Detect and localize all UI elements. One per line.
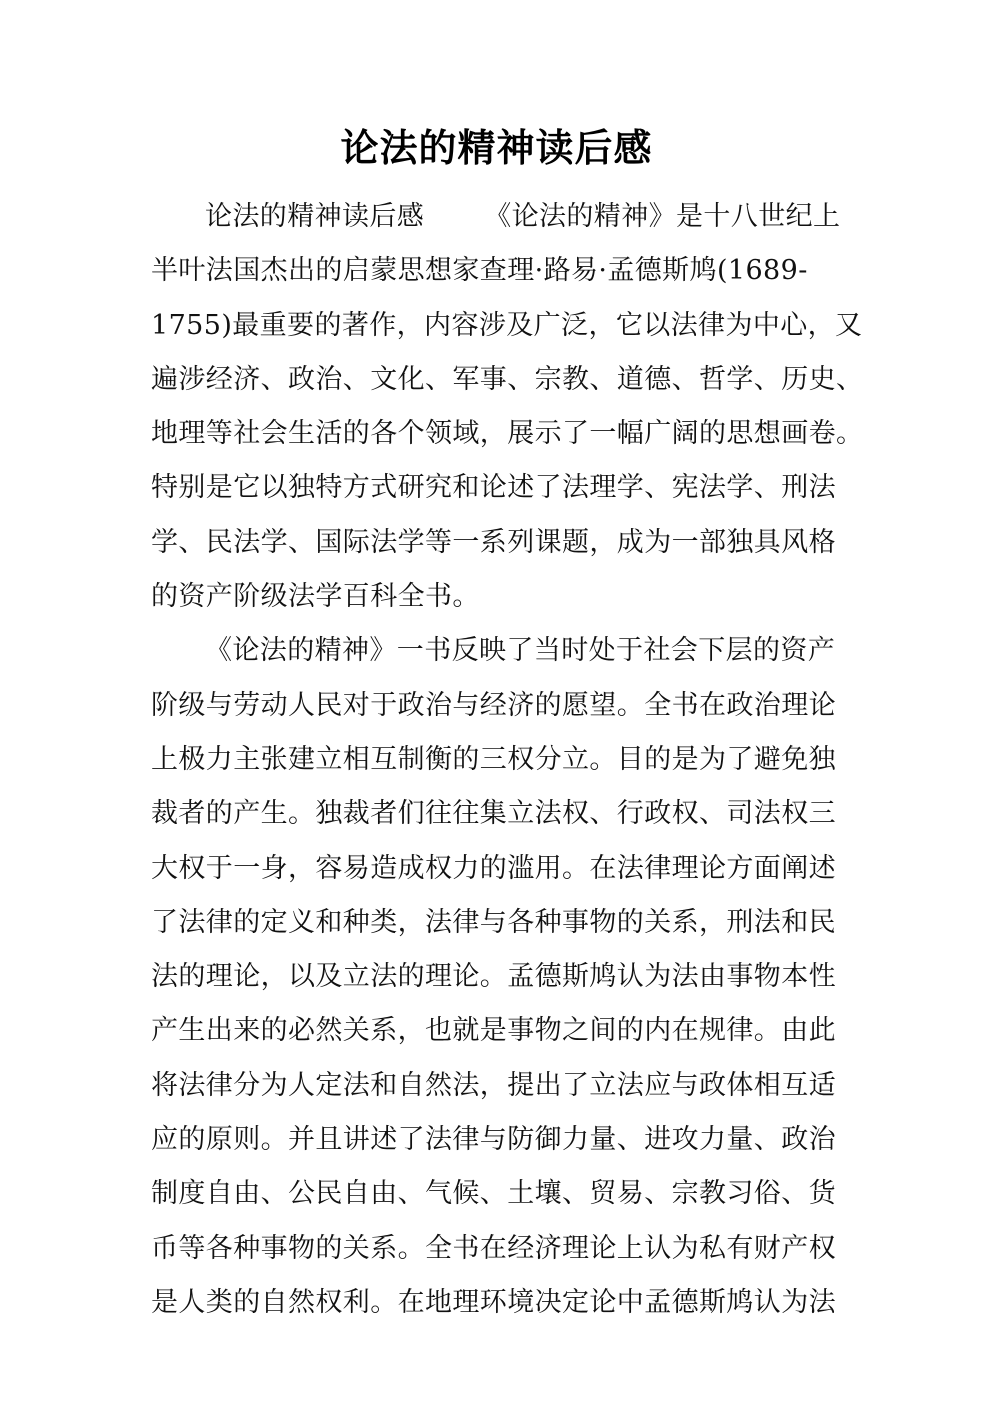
text-line: 币等各种事物的关系。全书在经济理论上认为私有财产权 (151, 1232, 836, 1264)
document-title: 论法的精神读后感 (340, 126, 653, 170)
text-line: 《论法的精神》一书反映了当时处于社会下层的资产 (205, 635, 836, 667)
text-line (151, 190, 841, 244)
text-line: 了法律的定义和种类，法律与各种事物的关系，刑法和民 (151, 906, 836, 938)
text-line: 遍涉经济、政治、文化、军事、宗教、道德、哲学、历史、 (151, 363, 864, 395)
text-line: 学、民法学、国际法学等一系列课题，成为一部独具风格 (151, 526, 836, 558)
document-body (151, 190, 864, 1330)
paragraph-1 (151, 190, 864, 624)
text-line: 将法律分为人定法和自然法，提出了立法应与政体相互适 (151, 1069, 836, 1101)
text-line: 上极力主张建立相互制衡的三权分立。目的是为了避免独 (151, 743, 836, 775)
inline-heading: 论法的精神读后感 (205, 201, 425, 232)
text-line: 的资产阶级法学百科全书。 (151, 581, 480, 613)
text-line: 1755)最重要的著作，内容涉及广泛，它以法律为中心，又 (151, 309, 863, 341)
text-line: 大权于一身，容易造成权力的滥用。在法律理论方面阐述 (151, 852, 836, 884)
text-line: 裁者的产生。独裁者们往往集立法权、行政权、司法权三 (151, 798, 836, 830)
text-line: 阶级与劳动人民对于政治与经济的愿望。全书在政治理论 (151, 689, 836, 721)
text-line: 应的原则。并且讲述了法律与防御力量、进攻力量、政治 (151, 1124, 836, 1156)
text-line: 产生出来的必然关系，也就是事物之间的内在规律。由此 (151, 1015, 836, 1047)
text-line: 半叶法国杰出的启蒙思想家查理·路易·孟德斯鸠(1689- (151, 255, 808, 287)
paragraph-2 (151, 624, 841, 1330)
text-line: 制度自由、公民自由、气候、土壤、贸易、宗教习俗、货 (151, 1178, 836, 1210)
text-segment: 《论法的精神》是十八世纪上 (484, 201, 841, 232)
text-line: 特别是它以独特方式研究和论述了法理学、宪法学、刑法 (151, 472, 836, 504)
text-line: 地理等社会生活的各个领域，展示了一幅广阔的思想画卷。 (151, 418, 864, 450)
text-line: 法的理论，以及立法的理论。孟德斯鸠认为法由事物本性 (151, 961, 836, 993)
text-line: 是人类的自然权利。在地理环境决定论中孟德斯鸠认为法 (151, 1286, 836, 1318)
